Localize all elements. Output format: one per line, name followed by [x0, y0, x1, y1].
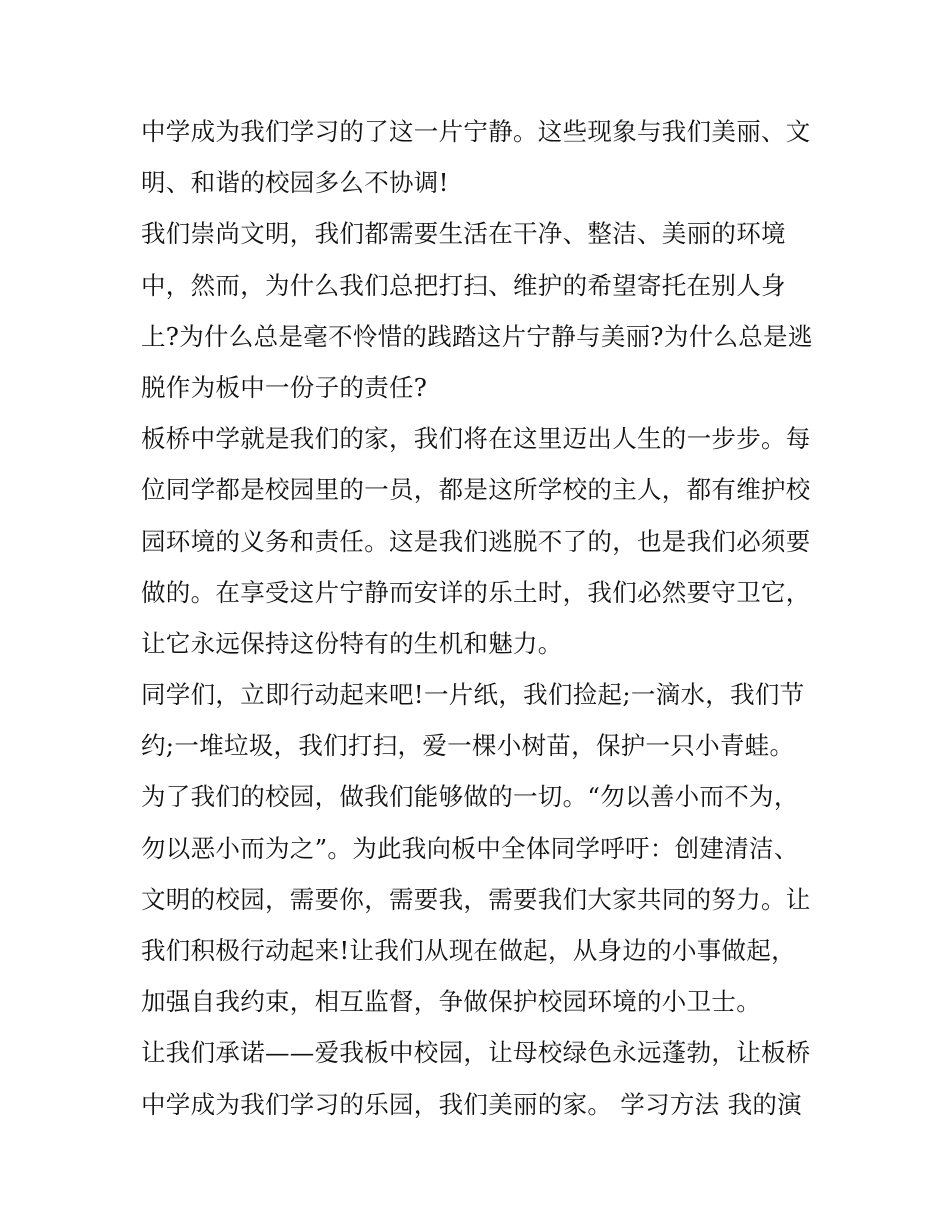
text-line: 让它永远保持这份特有的生机和魅力。	[141, 628, 563, 658]
text-line: 文明的校园，需要你，需要我，需要我们大家共同的努力。让	[141, 884, 811, 914]
text-line: 中学成为我们学习的乐园，我们美丽的家。 学习方法 我的演	[141, 1089, 802, 1119]
text-line: 勿以恶小而为之”。为此我向板中全体同学呼吁：创建清洁、	[141, 833, 799, 863]
text-line: 明、和谐的校园多么不协调!	[141, 168, 449, 198]
text-line: 脱作为板中一份子的责任?	[141, 372, 428, 402]
text-line: 让我们承诺——爱我板中校园，让母校绿色永远蓬勃，让板桥	[141, 1038, 811, 1068]
text-line: 园环境的义务和责任。这是我们逃脱不了的，也是我们必须要	[141, 526, 811, 556]
text-line: 上?为什么总是毫不怜惜的践踏这片宁静与美丽?为什么总是逃	[141, 321, 813, 351]
text-line: 板桥中学就是我们的家，我们将在这里迈出人生的一步步。每	[141, 424, 811, 454]
text-line: 为了我们的校园，做我们能够做的一切。“勿以善小而不为，	[141, 782, 799, 812]
text-line: 位同学都是校园里的一员，都是这所学校的主人，都有维护校	[141, 475, 811, 505]
text-line: 中，然而，为什么我们总把打扫、维护的希望寄托在别人身	[141, 270, 786, 300]
text-line: 我们崇尚文明，我们都需要生活在干净、整洁、美丽的环境	[141, 219, 786, 249]
text-line: 中学成为我们学习的了这一片宁静。这些现象与我们美丽、文	[141, 117, 811, 146]
text-line: 同学们，立即行动起来吧!一片纸，我们捡起;一滴水，我们节	[141, 680, 805, 710]
text-line: 加强自我约束，相互监督，争做保护校园环境的小卫士。	[141, 987, 761, 1017]
text-line: 做的。在享受这片宁静而安详的乐土时，我们必然要守卫它，	[141, 577, 811, 607]
text-line: 约;一堆垃圾，我们打扫，爱一棵小树苗，保护一只小青蛙。	[141, 731, 795, 761]
document-body-text	[141, 106, 816, 1130]
text-line: 我们积极行动起来!让我们从现在做起，从身边的小事做起，	[141, 936, 796, 965]
